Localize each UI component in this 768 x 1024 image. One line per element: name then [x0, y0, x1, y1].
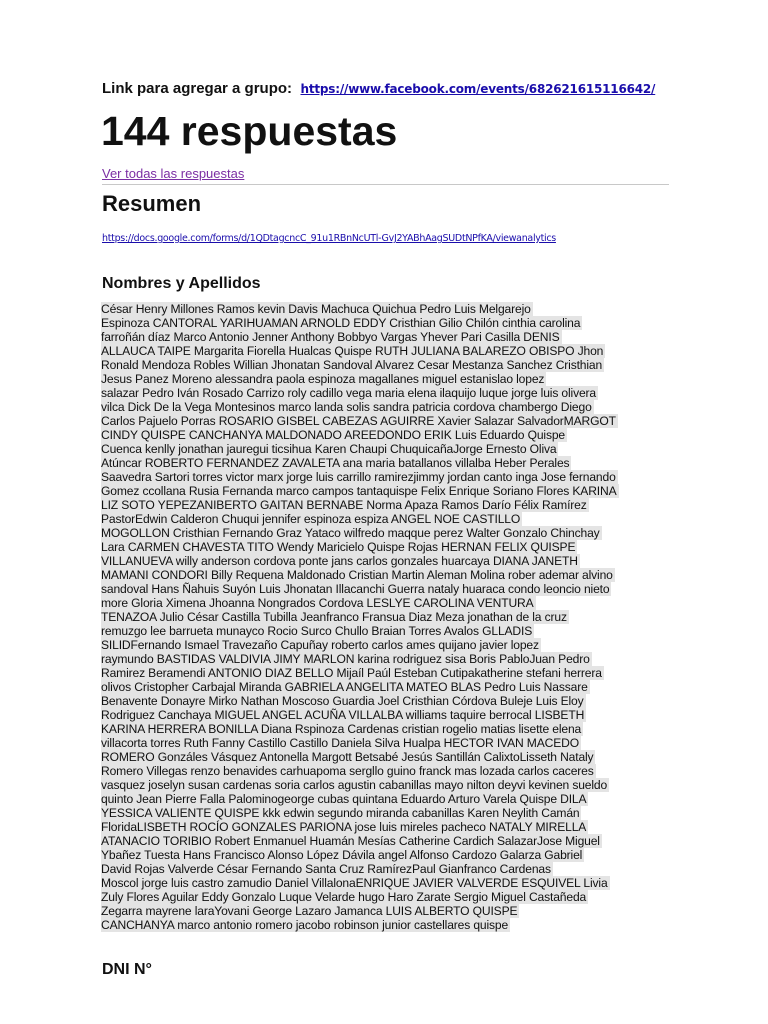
names-text: ATANACIO TORIBIO Robert Enmanuel Huamán Mesías Catherine Cardich SalazarJose Miguel	[101, 834, 600, 848]
names-text-line	[101, 764, 671, 778]
names-text-line	[101, 498, 671, 512]
names-text: more Gloria Ximena Jhoanna Nongrados Cordova LESLYE CAROLINA VENTURA	[101, 596, 534, 610]
names-text-line	[101, 582, 671, 596]
names-text-line	[101, 918, 671, 932]
names-text: FloridaLISBETH ROCÍO GONZALES PARIONA jose luis mireles pacheco NATALY MIRELLA	[101, 820, 587, 834]
names-text: Rodriguez Canchaya MIGUEL ANGEL ACUÑA VILLALBA williams taquire berrocal LISBETH	[101, 708, 585, 722]
names-text-line	[101, 526, 671, 540]
names-text-line	[101, 652, 671, 666]
names-text: Carlos Pajuelo Porras ROSARIO GISBEL CABEZAS AGUIRRE Xavier Salazar SalvadorMARGOT	[101, 414, 616, 428]
names-text-line	[101, 610, 671, 624]
names-text: VILLANUEVA willy anderson cordova ponte jans carlos gonzales huarcaya DIANA JANETH	[101, 554, 578, 568]
facebook-event-link[interactable]: https://www.facebook.com/events/682621615116642/	[300, 82, 656, 96]
names-text-line	[101, 414, 671, 428]
names-text-line	[101, 568, 671, 582]
names-text-line	[101, 484, 671, 498]
names-text-line	[101, 680, 671, 694]
names-text-line	[101, 358, 671, 372]
names-text: Gomez ccollana Rusia Fernanda marco campos tantaquispe Felix Enrique Soriano Flores KARINA	[101, 484, 617, 498]
names-text: sandoval Hans Ñahuis Suyón Luis Jhonatan Illacanchi Guerra nataly huaraca condo leoncio nieto	[101, 582, 610, 596]
names-text: Jesus Panez Moreno alessandra paola espinoza magallanes miguel estanislao lopez	[101, 372, 545, 386]
names-text-line	[101, 862, 671, 876]
names-text-line	[101, 316, 671, 330]
names-section-heading: Nombres y Apellidos	[102, 275, 261, 292]
names-text: Romero Villegas renzo benavides carhuapoma sergllo guino franck mas lozada carlos caceres	[101, 764, 594, 778]
names-text-line	[101, 624, 671, 638]
names-text-line	[101, 344, 671, 358]
names-text-line	[101, 820, 671, 834]
names-text: Ramirez Beramendi ANTONIO DIAZ BELLO Mijaíl Paúl Esteban Cutipakatherine stefani herrera	[101, 666, 602, 680]
names-text-line	[101, 694, 671, 708]
names-text: Atúncar ROBERTO FERNANDEZ ZAVALETA ana maria batallanos villalba Heber Perales	[101, 456, 570, 470]
names-text: Zegarra mayrene laraYovani George Lazaro Jamanca LUIS ALBERTO QUISPE	[101, 904, 518, 918]
names-text: Saavedra Sartori torres victor marx jorge luis carrillo ramirezjimmy jordan canto inga Jose fernando	[101, 470, 616, 484]
form-analytics-link[interactable]: https://docs.google.com/forms/d/1QDtagcncC_91u1RBnNcUTl-GvJ2YABhAagSUDtNPfKA/viewanalytics	[102, 233, 556, 244]
names-text: MOGOLLON Cristhian Fernando Graz Yataco wilfredo maqque perez Walter Gonzalo Chinchay	[101, 526, 600, 540]
dni-section-heading: DNI N°	[102, 961, 152, 978]
names-text-line	[101, 722, 671, 736]
names-text-line	[101, 806, 671, 820]
names-text: LIZ SOTO YEPEZANIBERTO GAITAN BERNABE Norma Apaza Ramos Darío Félix Ramírez	[101, 498, 587, 512]
names-text-line	[101, 750, 671, 764]
group-link-label: Link para agregar a grupo:	[102, 80, 293, 97]
names-text: TENAZOA Julio César Castilla Tubilla Jeanfranco Fransua Diaz Meza jonathan de la cruz	[101, 610, 567, 624]
names-text: SILIDFernando Ismael Travezaño Capuñay roberto carlos ames quijano javier lopez	[101, 638, 539, 652]
names-text: vilca Dick De la Vega Montesinos marco landa solis sandra patricia cordova chambergo Diego	[101, 400, 592, 414]
names-text: quinto Jean Pierre Falla Palominogeorge cubas quintana Eduardo Arturo Varela Quispe DILA	[101, 792, 587, 806]
names-text-line	[101, 708, 671, 722]
names-text: Lara CARMEN CHAVESTA TITO Wendy Maricielo Quispe Rojas HERNAN FELIX QUISPE	[101, 540, 576, 554]
names-text: villacorta torres Ruth Fanny Castillo Castillo Daniela Silva Hualpa HECTOR IVAN MACEDO	[101, 736, 579, 750]
names-text: salazar Pedro Iván Rosado Carrizo roly cadillo vega maria elena ilaquijo luque jorge luis olivera	[101, 386, 597, 400]
names-text: raymundo BASTIDAS VALDIVIA JIMY MARLON karina rodriguez sisa Boris PabloJuan Pedro	[101, 652, 590, 666]
names-text-line	[101, 638, 671, 652]
names-text-line	[101, 330, 671, 344]
names-text: David Rojas Valverde César Fernando Santa Cruz RamírezPaul Gianfranco Cardenas	[101, 862, 551, 876]
names-text: Cuenca kenlly jonathan jauregui ticsihua Karen Chaupi ChuquicañaJorge Ernesto Oliva	[101, 442, 557, 456]
names-text: ALLAUCA TAIPE Margarita Fiorella Hualcas Quispe RUTH JULIANA BALAREZO OBISPO Jhon	[101, 344, 604, 358]
names-text: olivos Cristopher Carbajal Miranda GABRIELA ANGELITA MATEO BLAS Pedro Luis Nassare	[101, 680, 588, 694]
names-text: YESSICA VALIENTE QUISPE kkk edwin segundo miranda cabanillas Karen Neylith Camán	[101, 806, 580, 820]
names-text: Benavente Donayre Mirko Nathan Moscoso Guardia Joel Cristhian Córdova Buleje Luis Eloy	[101, 694, 584, 708]
names-text: CINDY QUISPE CANCHANYA MALDONADO AREEDONDO ERIK Luis Eduardo Quispe	[101, 428, 565, 442]
names-text: Espinoza CANTORAL YARIHUAMAN ARNOLD EDDY Cristhian Gilio Chilón cinthia carolina	[101, 316, 581, 330]
names-text-line	[101, 302, 671, 316]
divider	[102, 184, 669, 185]
names-text: ROMERO Gonzáles Vásquez Antonella Margott Betsabé Jesús Santillán CalixtoLisseth Nataly	[101, 750, 594, 764]
names-text-line	[101, 470, 671, 484]
names-text-line	[101, 428, 671, 442]
view-all-responses-link[interactable]: Ver todas las respuestas	[102, 166, 245, 181]
names-text-line	[101, 554, 671, 568]
names-text-line	[101, 386, 671, 400]
names-text-line	[101, 792, 671, 806]
names-text-line	[101, 834, 671, 848]
names-text-line	[101, 442, 671, 456]
names-text: César Henry Millones Ramos kevin Davis Machuca Quichua Pedro Luis Melgarejo	[101, 302, 531, 316]
group-link-line	[102, 80, 655, 98]
names-text-line	[101, 736, 671, 750]
names-text: KARINA HERRERA BONILLA Diana Rspinoza Cardenas cristian rogelio matias lisette elena	[101, 722, 582, 736]
names-text-line	[101, 456, 671, 470]
names-text: vasquez joselyn susan cardenas soria carlos agustin cabanillas mayo nilton deyvi kevinen sueldo	[101, 778, 608, 792]
names-text-line	[101, 890, 671, 904]
names-text: Moscol jorge luis castro zamudio Daniel VillalonaENRIQUE JAVIER VALVERDE ESQUIVEL Livia	[101, 876, 608, 890]
names-text: PastorEdwin Calderon Chuqui jennifer espinoza espiza ANGEL NOE CASTILLO	[101, 512, 521, 526]
names-text: Zuly Flores Aguilar Eddy Gonzalo Luque Velarde hugo Haro Zarate Sergio Miguel Castañeda	[101, 890, 587, 904]
names-text-line	[101, 540, 671, 554]
names-text: CANCHANYA marco antonio romero jacobo robinson junior castellares quispe	[101, 918, 509, 932]
names-text-line	[101, 666, 671, 680]
names-text-line	[101, 904, 671, 918]
names-response-block	[101, 302, 671, 932]
names-text: Ybañez Tuesta Hans Francisco Alonso López Dávila angel Alfonso Cardozo Galarza Gabriel	[101, 848, 583, 862]
names-text: MAMANI CONDORI Billy Requena Maldonado Cristian Martin Aleman Molina rober ademar alvino	[101, 568, 613, 582]
names-text: farroñán díaz Marco Antonio Jenner Anthony Bobbyo Vargas Yhever Pari Casilla DENIS	[101, 330, 560, 344]
names-text-line	[101, 400, 671, 414]
names-text: remuzgo lee barrueta munayco Rocio Surco Chullo Braian Torres Avalos GLLADIS	[101, 624, 533, 638]
names-text-line	[101, 596, 671, 610]
names-text-line	[101, 848, 671, 862]
summary-heading: Resumen	[102, 191, 202, 216]
names-text: Ronald Mendoza Robles Willian Jhonatan Sandoval Alvarez Cesar Mestanza Sanchez Cristhian	[101, 358, 603, 372]
responses-count-title: 144 respuestas	[101, 108, 398, 154]
names-text-line	[101, 778, 671, 792]
names-text-line	[101, 876, 671, 890]
names-text-line	[101, 372, 671, 386]
names-text-line	[101, 512, 671, 526]
